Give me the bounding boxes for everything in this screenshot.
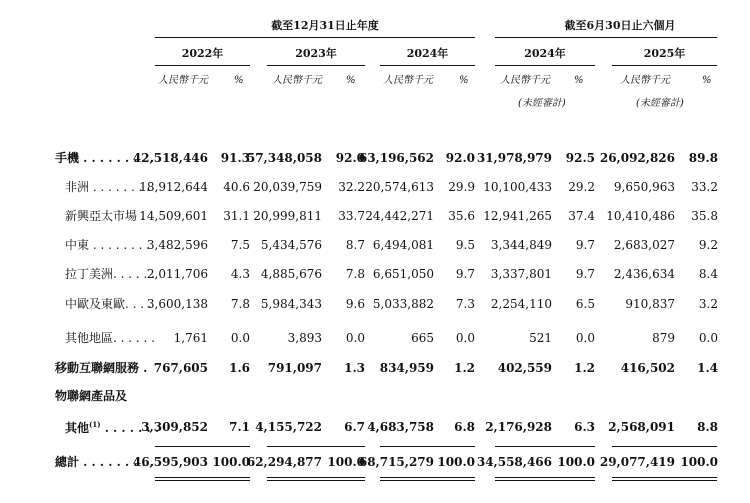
subhead-amount: 人民幣千元: [620, 75, 670, 86]
year-header-2024: 2024年: [406, 47, 449, 60]
row-label: 中歐及東歐. . . .: [65, 297, 152, 311]
year-rule-2023: [267, 65, 365, 66]
amount-cell: 5,434,576: [260, 238, 322, 252]
total-top-rule: [155, 446, 250, 447]
row-label: 其他地區. . . . . .: [65, 331, 155, 345]
percent-cell: 3.2: [698, 297, 718, 311]
amount-cell: 767,605: [153, 361, 208, 375]
amount-cell: 42,518,446: [132, 151, 208, 165]
percent-cell: 1.3: [344, 361, 365, 375]
amount-cell: 791,097: [267, 361, 322, 375]
percent-cell: 6.8: [454, 420, 475, 434]
percent-cell: 31.1: [223, 209, 250, 223]
subhead-pct: %: [459, 75, 469, 86]
percent-cell: 8.7: [345, 238, 365, 252]
amount-cell: 26,092,826: [599, 151, 675, 165]
percent-cell: 33.2: [691, 180, 718, 194]
amount-cell: 3,337,801: [490, 267, 552, 281]
percent-cell: 100.0: [680, 455, 718, 469]
amount-cell: 3,893: [287, 331, 322, 345]
percent-cell: 7.8: [345, 267, 365, 281]
amount-cell: 2,176,928: [485, 420, 552, 434]
percent-cell: 9.5: [455, 238, 475, 252]
amount-cell: 879: [652, 331, 675, 345]
row-label: 其他$^{(1)}$ . . . . . . .: [65, 420, 160, 435]
amount-cell: 402,559: [497, 361, 552, 375]
row-label: 手機 . . . . . . . . .: [55, 151, 155, 165]
percent-cell: 100.0: [212, 455, 250, 469]
amount-cell: 4,155,722: [255, 420, 322, 434]
amount-cell: 10,410,486: [606, 209, 675, 223]
percent-cell: 8.4: [698, 267, 718, 281]
amount-cell: 4,683,758: [367, 420, 434, 434]
total-double-rule: [155, 480, 250, 481]
row-label: 非洲 . . . . . . . .: [65, 180, 151, 194]
amount-cell: 834,959: [379, 361, 434, 375]
total-double-rule: [612, 480, 717, 481]
amount-cell: 5,984,343: [260, 297, 322, 311]
row-label: 拉丁美洲. . . . . .: [65, 267, 155, 281]
subhead-pct: %: [346, 75, 356, 86]
total-double-rule: [155, 477, 250, 478]
amount-cell: 57,348,058: [246, 151, 322, 165]
percent-cell: 29.9: [448, 180, 475, 194]
amount-cell: 2,683,027: [613, 238, 675, 252]
amount-cell: 6,651,050: [372, 267, 434, 281]
percent-cell: 100.0: [327, 455, 365, 469]
amount-cell: 9,650,963: [613, 180, 675, 194]
amount-cell: 2,011,706: [146, 267, 208, 281]
percent-cell: 0.0: [575, 331, 595, 345]
row-label: 移動互聯網服務 .: [55, 361, 148, 375]
percent-cell: 92.5: [565, 151, 595, 165]
percent-cell: 4.3: [230, 267, 250, 281]
amount-cell: 14,509,601: [139, 209, 208, 223]
group-header-annual: 截至12月31日止年度: [271, 19, 379, 32]
percent-cell: 7.5: [230, 238, 250, 252]
percent-cell: 1.2: [574, 361, 595, 375]
year-header-2023: 2023年: [295, 47, 337, 60]
amount-cell: 18,912,644: [139, 180, 208, 194]
percent-cell: 92.0: [445, 151, 475, 165]
amount-cell: 68,715,279: [358, 455, 434, 469]
amount-cell: 3,309,852: [141, 420, 208, 434]
total-double-rule: [267, 477, 365, 478]
percent-cell: 100.0: [557, 455, 595, 469]
percent-cell: 40.6: [223, 180, 250, 194]
subhead-amount: 人民幣千元: [500, 75, 550, 86]
subhead-unaudited: (未經審計): [518, 98, 566, 109]
amount-cell: 3,482,596: [146, 238, 208, 252]
group-rule-annual: [155, 37, 475, 38]
subhead-pct: %: [574, 75, 584, 86]
percent-cell: 29.2: [568, 180, 595, 194]
subhead-pct: %: [702, 75, 712, 86]
amount-cell: 20,039,759: [253, 180, 322, 194]
row-label: 新興亞太市場 .: [65, 209, 145, 223]
amount-cell: 5,033,882: [372, 297, 434, 311]
amount-cell: 20,574,613: [365, 180, 434, 194]
year-rule-2024-half: [495, 65, 595, 66]
amount-cell: 1,761: [173, 331, 208, 345]
amount-cell: 3,344,849: [490, 238, 552, 252]
amount-cell: 3,600,138: [146, 297, 208, 311]
subhead-amount: 人民幣千元: [272, 75, 322, 86]
subhead-amount: 人民幣千元: [383, 75, 433, 86]
total-top-rule: [380, 446, 475, 447]
amount-cell: 416,502: [620, 361, 675, 375]
year-header-2025-half: 2025年: [643, 47, 686, 60]
percent-cell: 6.5: [575, 297, 595, 311]
row-label: 中東 . . . . . . . .: [65, 238, 151, 252]
percent-cell: 7.8: [230, 297, 250, 311]
group-header-half-year: 截至6月30日止六個月: [564, 19, 676, 32]
amount-cell: 521: [529, 331, 552, 345]
percent-cell: 9.7: [575, 267, 595, 281]
percent-cell: 6.7: [344, 420, 365, 434]
percent-cell: 32.2: [338, 180, 365, 194]
amount-cell: 62,294,877: [246, 455, 322, 469]
total-double-rule: [495, 477, 595, 478]
amount-cell: 20,999,811: [253, 209, 322, 223]
total-top-rule: [495, 446, 595, 447]
total-double-rule: [380, 477, 475, 478]
amount-cell: 910,837: [625, 297, 675, 311]
percent-cell: 9.6: [345, 297, 365, 311]
percent-cell: 9.7: [575, 238, 595, 252]
percent-cell: 0.0: [345, 331, 365, 345]
subhead-pct: %: [234, 75, 244, 86]
percent-cell: 92.0: [335, 151, 365, 165]
year-rule-2025-half: [612, 65, 717, 66]
percent-cell: 0.0: [455, 331, 475, 345]
amount-cell: 2,436,634: [613, 267, 675, 281]
year-header-2022: 2022年: [181, 47, 224, 60]
percent-cell: 35.8: [691, 209, 718, 223]
percent-cell: 0.0: [230, 331, 250, 345]
amount-cell: 4,885,676: [260, 267, 322, 281]
percent-cell: 9.2: [698, 238, 718, 252]
row-label: 總計 . . . . . . . . .: [55, 455, 155, 469]
amount-cell: 12,941,265: [483, 209, 552, 223]
percent-cell: 9.7: [455, 267, 475, 281]
year-rule-2024: [380, 65, 475, 66]
percent-cell: 33.7: [338, 209, 365, 223]
amount-cell: 24,442,271: [365, 209, 434, 223]
amount-cell: 63,196,562: [358, 151, 434, 165]
total-top-rule: [612, 446, 717, 447]
amount-cell: 2,568,091: [608, 420, 675, 434]
amount-cell: 6,494,081: [372, 238, 434, 252]
year-header-2024-half: 2024年: [524, 47, 566, 60]
percent-cell: 8.8: [697, 420, 718, 434]
percent-cell: 100.0: [437, 455, 475, 469]
total-top-rule: [267, 446, 365, 447]
group-rule-half-year: [495, 37, 717, 38]
total-double-rule: [267, 480, 365, 481]
footnote-marker: (1): [89, 420, 101, 429]
percent-cell: 91.3: [220, 151, 250, 165]
amount-cell: 29,077,419: [599, 455, 675, 469]
subhead-amount: 人民幣千元: [158, 75, 208, 86]
amount-cell: 10,100,433: [483, 180, 552, 194]
percent-cell: 7.3: [455, 297, 475, 311]
year-rule-2022: [155, 65, 250, 66]
amount-cell: 31,978,979: [476, 151, 552, 165]
percent-cell: 0.0: [698, 331, 718, 345]
subhead-unaudited: (未經審計): [636, 98, 684, 109]
row-label: 物聯網產品及: [55, 389, 128, 403]
percent-cell: 37.4: [568, 209, 595, 223]
total-double-rule: [495, 480, 595, 481]
percent-cell: 6.3: [574, 420, 595, 434]
amount-cell: 665: [411, 331, 434, 345]
percent-cell: 1.4: [697, 361, 718, 375]
percent-cell: 89.8: [688, 151, 718, 165]
percent-cell: 1.2: [454, 361, 475, 375]
amount-cell: 46,595,903: [132, 455, 208, 469]
amount-cell: 2,254,110: [490, 297, 552, 311]
total-double-rule: [380, 480, 475, 481]
percent-cell: 7.1: [229, 420, 250, 434]
total-double-rule: [612, 477, 717, 478]
percent-cell: 35.6: [448, 209, 475, 223]
percent-cell: 1.6: [229, 361, 250, 375]
amount-cell: 34,558,466: [476, 455, 552, 469]
